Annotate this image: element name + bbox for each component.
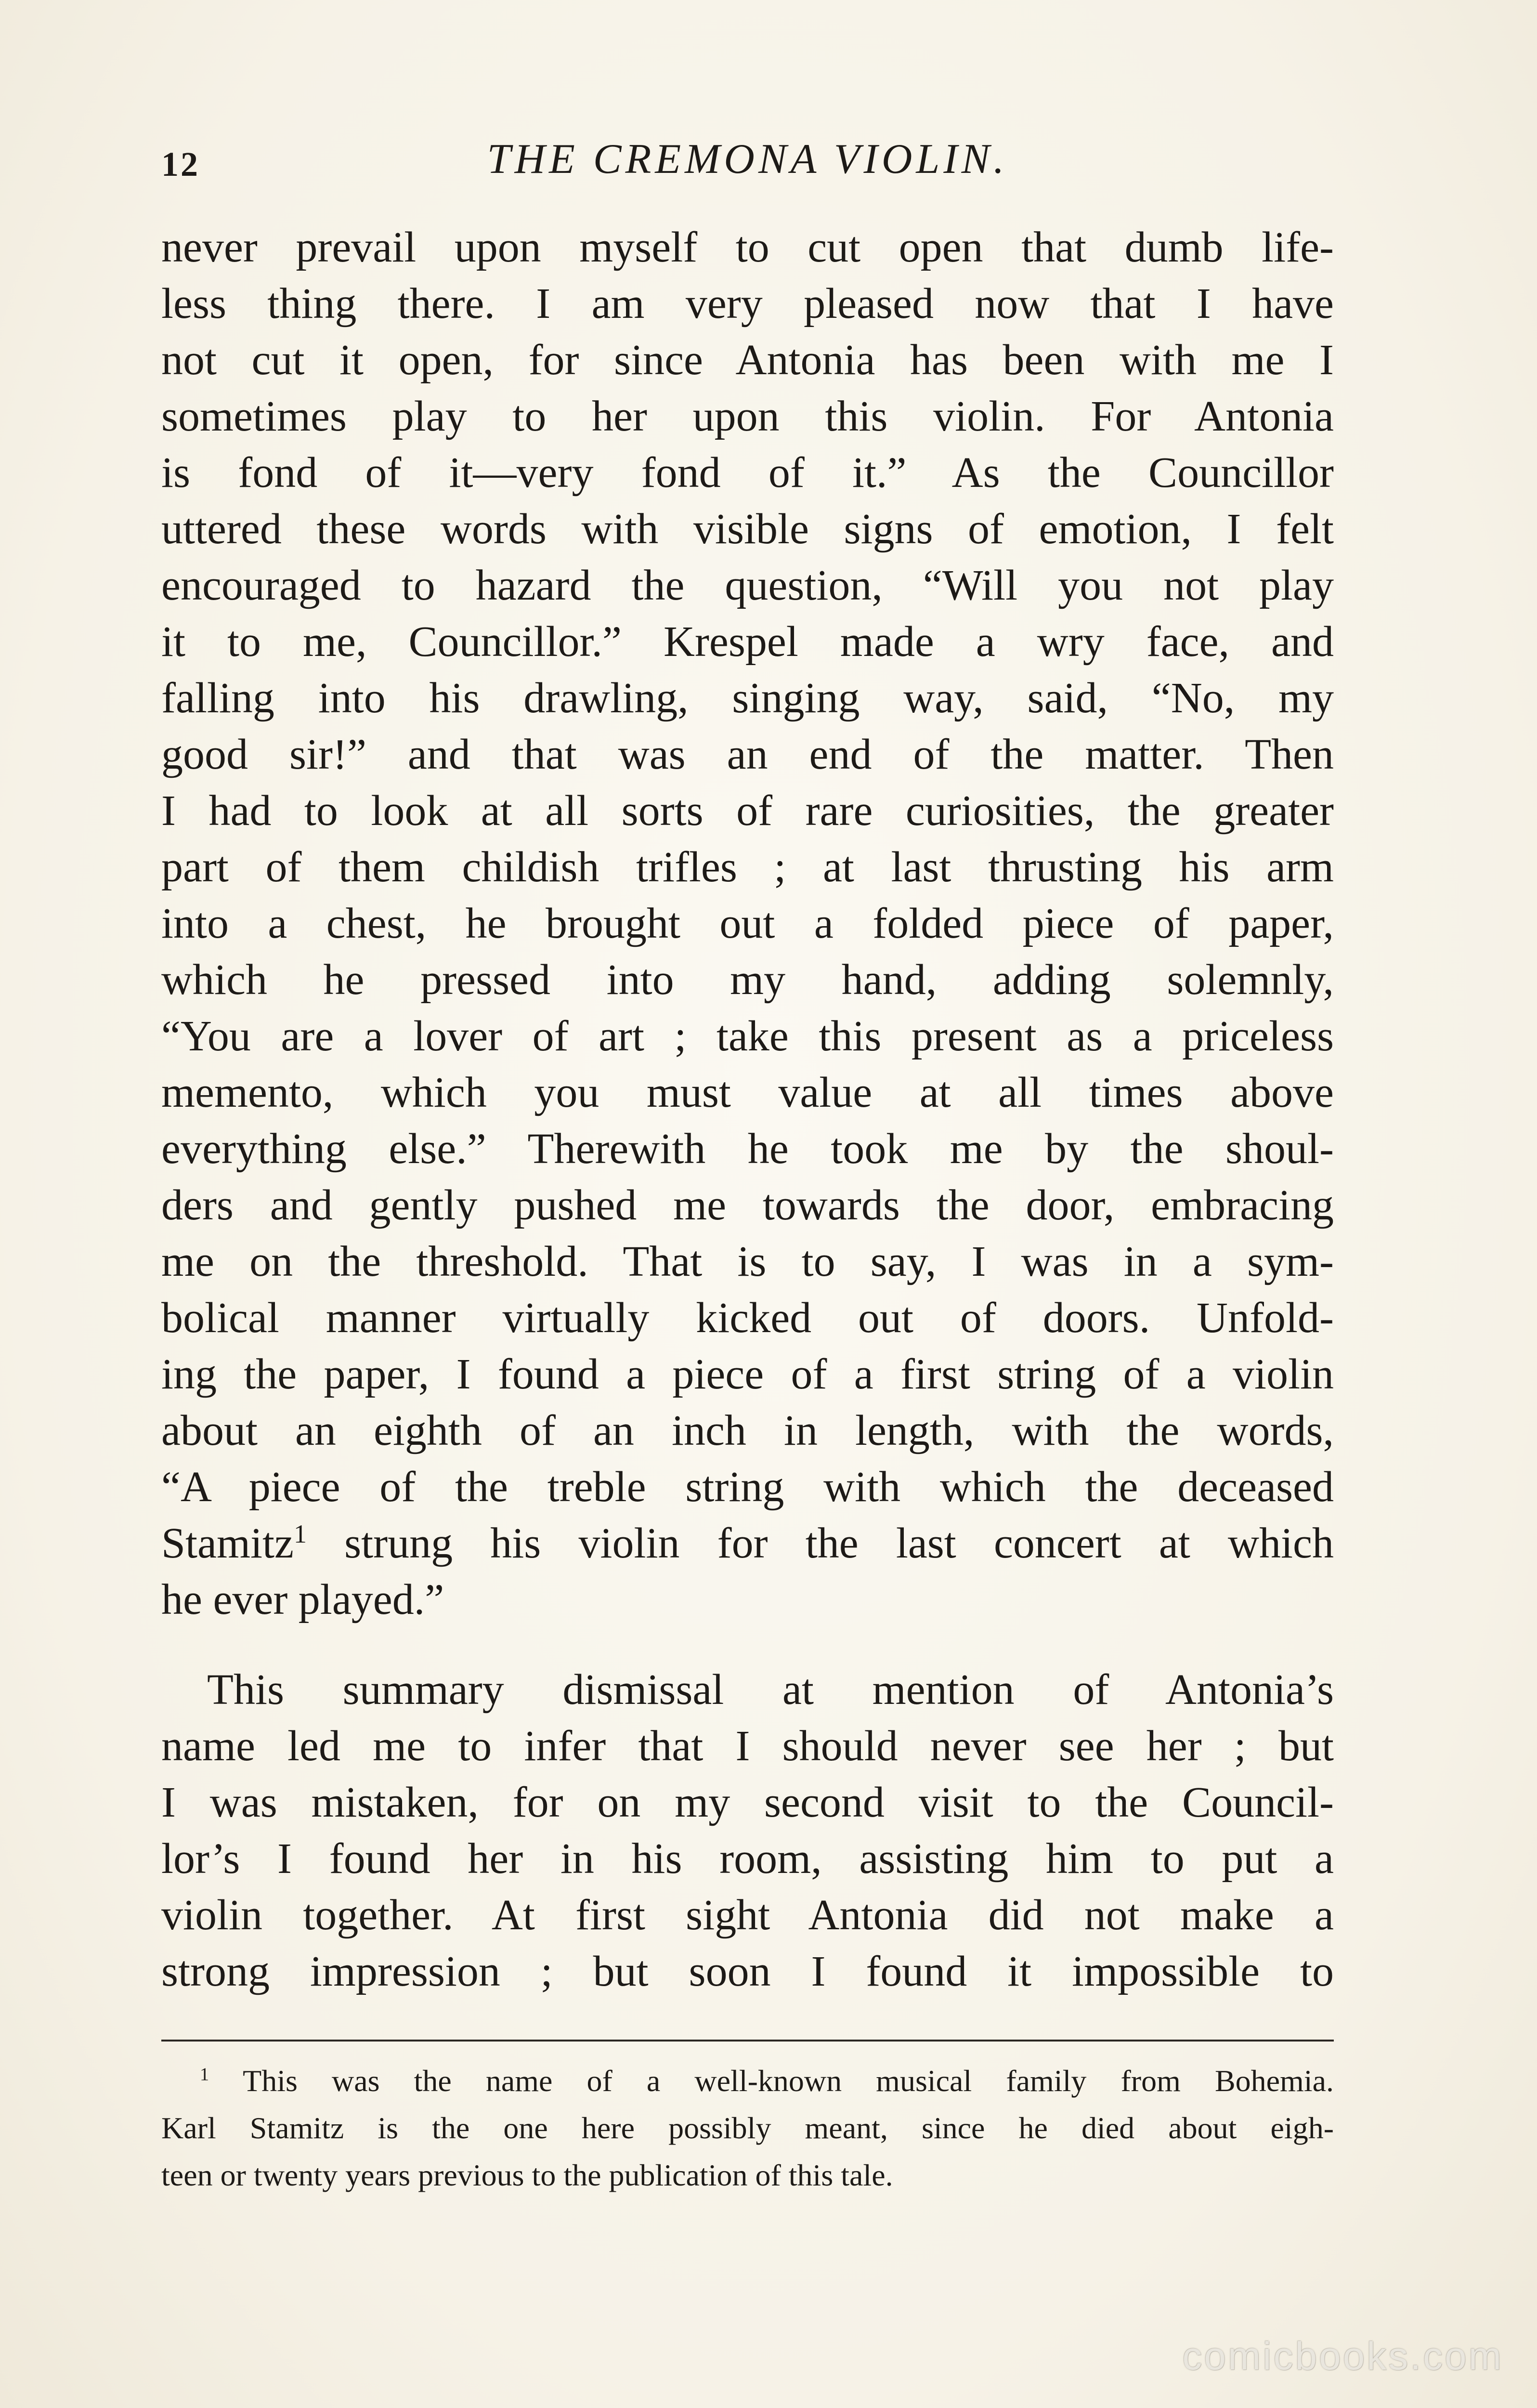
stamitz-word: Stamitz [161,1519,294,1567]
text-line: lor’s I found her in his room, assisting him to put a [161,1835,1334,1883]
watermark-logo: comicbooks.com [1182,2334,1503,2378]
text-line-stamitz [161,1515,1334,1571]
text-line: everything else.” Therewith he took me by the shoul- [161,1125,1334,1173]
text-line: me on the threshold. That is to say, I was in a sym- [161,1238,1334,1285]
text-line: uttered these words with visible signs of emotion, I felt [161,505,1334,553]
text-line: which he pressed into my hand, adding solemnly, [161,956,1334,1004]
text-line: sometimes play to her upon this violin. For Antonia [161,393,1334,440]
text-line: not cut it open, for since Antonia has been with me I [161,336,1334,384]
text-line: memento, which you must value at all times above [161,1069,1334,1116]
text-line: he ever played.” [161,1576,444,1623]
text-line: never prevail upon myself to cut open that dumb life- [161,223,1334,271]
footnote-marker: 1 [200,2064,209,2085]
text-line: less thing there. I am very pleased now that I have [161,280,1334,327]
text-line: This summary dismissal at mention of Antonia’s [207,1666,1334,1714]
footnote-line: Karl Stamitz is the one here possibly meant, since he died about eigh- [161,2111,1334,2145]
text-line: I had to look at all sorts of rare curiosities, the greater [161,787,1334,835]
text-line: bolical manner virtually kicked out of doors. Unfold- [161,1294,1334,1342]
footnote-line [161,2057,1334,2105]
footnote [161,2057,1334,2199]
stamitz-line-rest: strung his violin for the last concert at which [306,1519,1334,1567]
page-number: 12 [161,145,200,183]
page-header [161,130,1334,193]
paragraph-break [161,1628,1334,1662]
text-line: “You are a lover of art ; take this present as a priceless [161,1012,1334,1060]
text-line: I was mistaken, for on my second visit to the Council- [161,1779,1334,1826]
text-line: ing the paper, I found a piece of a first string of a violin [161,1350,1334,1398]
text-line: ders and gently pushed me towards the door, embracing [161,1181,1334,1229]
running-head: THE CREMONA VIOLIN. [487,136,1008,183]
text-line: encouraged to hazard the question, “Will you not play [161,562,1334,609]
text-line: into a chest, he brought out a folded piece of paper, [161,900,1334,947]
footnote-line: teen or twenty years previous to the publication of this tale. [161,2158,893,2192]
text-line: name led me to infer that I should never see her ; but [161,1722,1334,1770]
text-line: is fond of it—very fond of it.” As the Councillor [161,449,1334,497]
footnote-text: This was the name of a well-known musical family from Bohemia. [209,2064,1334,2098]
text-line: part of them childish trifles ; at last thrusting his arm [161,843,1334,891]
footnote-divider [161,2040,1334,2042]
text-line: falling into his drawling, singing way, said, “No, my [161,674,1334,722]
body-text [161,219,1334,2000]
text-line: “A piece of the treble string with which the deceased [161,1463,1334,1511]
text-line: good sir!” and that was an end of the matter. Then [161,731,1334,778]
text-line: violin together. At first sight Antonia did not make a [161,1891,1334,1939]
footnote-reference: 1 [293,1519,307,1548]
text-line: it to me, Councillor.” Krespel made a wry face, and [161,618,1334,666]
text-line: strong impression ; but soon I found it impossible to [161,1948,1334,1995]
text-line: about an eighth of an inch in length, with the words, [161,1407,1334,1454]
